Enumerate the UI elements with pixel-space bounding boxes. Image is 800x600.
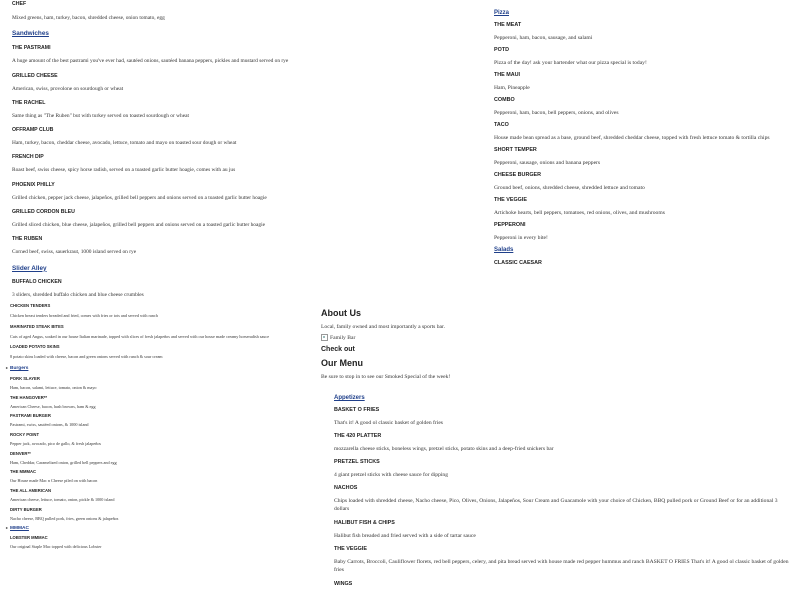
menu-item-desc: mozzarella cheese sticks, boneless wings, pretzel sticks, potato skins and a deep-fried snickers bar [334,446,554,452]
menu-item-name: POTD [494,47,509,53]
family-bar-image: Family Bar [321,334,791,341]
menu-item-desc: Roast beef, swiss cheese, spicy horse radish, served on a toasted garlic butter hoagie, comes with au jus [12,167,236,174]
menu-item-name: SHORT TEMPER [494,147,537,153]
menu-item-name: BUFFALO CHICKEN [12,278,62,285]
menu-item-name: THE VEGGIE [494,197,527,203]
section-salads-link[interactable]: Salads [494,247,514,253]
section-mmmac-toggle[interactable]: ▸ MMMAC [6,525,29,532]
about-section [321,308,791,380]
menu-item-desc: Pepperoni, ham, bacon, bell peppers, onions, and olives [494,110,619,116]
menu-item-name: BASKET O FRIES [334,407,380,413]
menu-item-name: THE MAUI [494,72,521,78]
menu-item-name: CHICKEN TENDERS [10,302,51,308]
menu-item-desc: Nacho cheese, BBQ pulled pork, fries, green onions & jalapeños [10,515,119,521]
menu-item-desc: Pepperoni, ham, bacon, sausage, and salami [494,35,593,41]
menu-item-name: TACO [494,122,509,128]
menu-item-name: PRETZEL STICKS [334,459,380,465]
menu-item-name: THE ALL AMERICAN [10,488,52,494]
menu-item-desc: American cheese, lettuce, tomato, onion, pickle & 1000 island [10,497,115,503]
menu-item-desc: Pepper jack, avocado, pico de gallo, & fresh jalapeños [10,441,102,446]
menu-item-desc: Baby Carrots, Broccoli, Cauliflower florets, red bell peppers, celery, and pita bread served with house made red pepper hummus and ranch BASKET O FRIES That's it! A good ol classic basket of golden fries [334,559,789,573]
menu-item-desc: American Cheese, bacon, hash browns, ham & egg [10,403,96,409]
menu-item-desc: Ham, Pineapple [494,85,530,91]
menu-item-desc: 4 giant pretzel sticks with cheese sauce for dipping [334,472,449,478]
menu-item-desc: American, swiss, provolone on sourdough or wheat [12,85,124,92]
section-sandwiches-link[interactable]: Sandwiches [12,30,49,38]
menu-item-name: OFFRAMP CLUB [12,127,54,134]
menu-item-desc: Ham, bacon, salami, lettuce, tomato, onion & mayo [10,384,97,390]
special-text: Be sure to stop in to see our Smoked Special of the week! [321,374,451,380]
pizza-section [494,10,794,266]
menu-item-name: PASTRAMI BURGER [10,413,51,419]
menu-item-desc: Pepperoni in every bite! [494,235,548,241]
section-pizza-link[interactable]: Pizza [494,10,510,16]
menu-item-name: LOBSTER MMMAC [10,535,48,541]
menu-item-name: ROCKY POINT [10,432,40,437]
menu-item-desc: Grilled sliced chicken, blue cheese, jalapeños, grilled bell peppers and onions served on a toasted garlic butter hoagie [12,222,265,229]
appetizers-section [334,395,794,587]
menu-item-name: CLASSIC CAESAR [494,260,542,266]
menu-item-name: PEPPERONI [494,222,526,228]
check-out-heading: Check out [321,346,355,353]
section-appetizers-link[interactable]: Appetizers [334,395,365,401]
menu-item-desc: Ham, Cheddar, Caramelized onion, grilled bell peppers and egg [10,459,117,465]
menu-item-name: THE RUBEN [12,236,43,243]
menu-item-desc: Ground beef, onions, shredded cheese, shredded lettuce and tomato [494,185,645,191]
menu-item-name: GRILLED CHEESE [12,72,58,79]
menu-item-name: THE HANGOVER** [10,394,47,400]
menu-item-desc: That's it! A good ol classic basket of golden fries [334,420,443,426]
caret-right-icon: ▸ [6,525,9,531]
menu-item-desc: Ham, turkey, bacon, cheddar cheese, avocado, lettuce, tomato and mayo on toasted sour dough or wheat [12,140,237,147]
menu-item-name: PORK SLAYER [10,375,40,381]
menu-item-name: THE 420 PLATTER [334,433,382,439]
menu-item-name: CHEF [12,1,27,7]
menu-item-name: HALIBUT FISH & CHIPS [334,520,395,527]
menu-item-name: NACHOS [334,485,358,491]
menu-item-desc: House made bean spread as a base, ground beef, shredded cheddar cheese, topped with fresh lettuce tomato & tortilla chips [494,135,770,141]
menu-item-name: GRILLED CORDON BLEU [12,209,75,216]
menu-item-desc: Halibut fish breaded and fried served with a side of tartar sauce [334,533,476,540]
menu-item-desc: Mixed greens, ham, turkey, bacon, shredded cheese, onion tomato, egg [12,15,165,21]
our-menu-heading: Our Menu [321,358,363,368]
sandwiches-list [12,45,320,256]
menu-item-name: WINGS [334,581,353,588]
menu-item-name: COMBO [494,97,515,103]
menu-item-desc: Chicken breast tenders breaded and fried, comes with fries or tots and served with ranch [10,312,158,318]
menu-item-name: DENVER** [10,450,31,456]
section-slider-alley-link[interactable]: Slider Alley [12,264,47,272]
menu-item-desc: Same thing as "The Ruben" but with turkey served on toasted sourdough or wheat [12,112,190,119]
menu-item-name: THE PASTRAMI [12,45,51,52]
menu-item-name: DIRTY BURGER [10,506,42,512]
menu-item-desc: A huge amount of the best pastrami you've ever had, sautéed onions, sautéed banana peppers, pickles and mustard served on rye [12,58,289,65]
menu-item-desc: Pizza of the day! ask your bartender what our pizza special is today! [494,60,647,66]
menu-item-name: THE VEGGIE [334,546,367,553]
about-text: Local, family owned and most importantly a sports bar. [321,324,445,330]
menu-item-desc: Pastrami, swiss, sautéed onions, & 1000 island [10,422,89,428]
menu-item-desc: Artichoke hearts, bell peppers, tomatoes, red onions, olives, and mushrooms [494,210,665,216]
menu-item-desc: Pepperoni, sausage, onions and banana peppers [494,160,601,166]
menu-item-desc: 8 potato skins loaded with cheese, bacon and green onions served with ranch & sour cream [10,354,163,360]
caret-right-icon: ▸ [6,364,9,370]
menu-item-name: PHOENIX PHILLY [12,181,55,188]
menu-item-name: THE MMMAC [10,469,37,475]
menu-item-name: MARINATED STEAK BITES [10,323,64,329]
about-title: About Us [321,308,361,318]
menu-item-desc: Our original Staple Mac topped with delicious Lobster [10,544,102,550]
menu-item-name: FRENCH DIP [12,154,44,161]
menu-item-desc: Grilled chicken, pepper jack cheese, jalapeños, grilled bell peppers and onions served on a toasted garlic butter hoagie [12,194,267,201]
menu-item-name: THE RACHEL [12,99,46,106]
menu-item-desc: Cuts of aged Angus, soaked in our house Italian marinade, topped with slices of fresh jalapeños and served with our house made creamy horseradish sauce [10,333,270,339]
menu-item-desc: Chips loaded with shredded cheese, Nacho cheese, Pico, Olives, Onions, Jalapeños, Sour Cream and Guacamole with your choice of Chicken, BBQ pulled pork or Ground Beef or for an additional 3 dollars [334,498,778,512]
menu-item-name: LOADED POTATO SKINS [10,344,60,350]
menu-item-desc: Corned beef, swiss, sauerkraut, 1000 island served on rye [12,249,137,256]
menu-item-name: THE MEAT [494,22,522,28]
menu-item-name: CHEESE BURGER [494,172,542,178]
menu-item-desc: 3 sliders, shredded buffalo chicken and blue cheese crumbles [12,291,144,298]
section-burgers-toggle[interactable]: ▸ Burgers [6,364,29,371]
menu-item-desc: Our House made Mac n Cheese piled on with bacon [10,478,98,484]
broken-image-icon [321,334,328,341]
